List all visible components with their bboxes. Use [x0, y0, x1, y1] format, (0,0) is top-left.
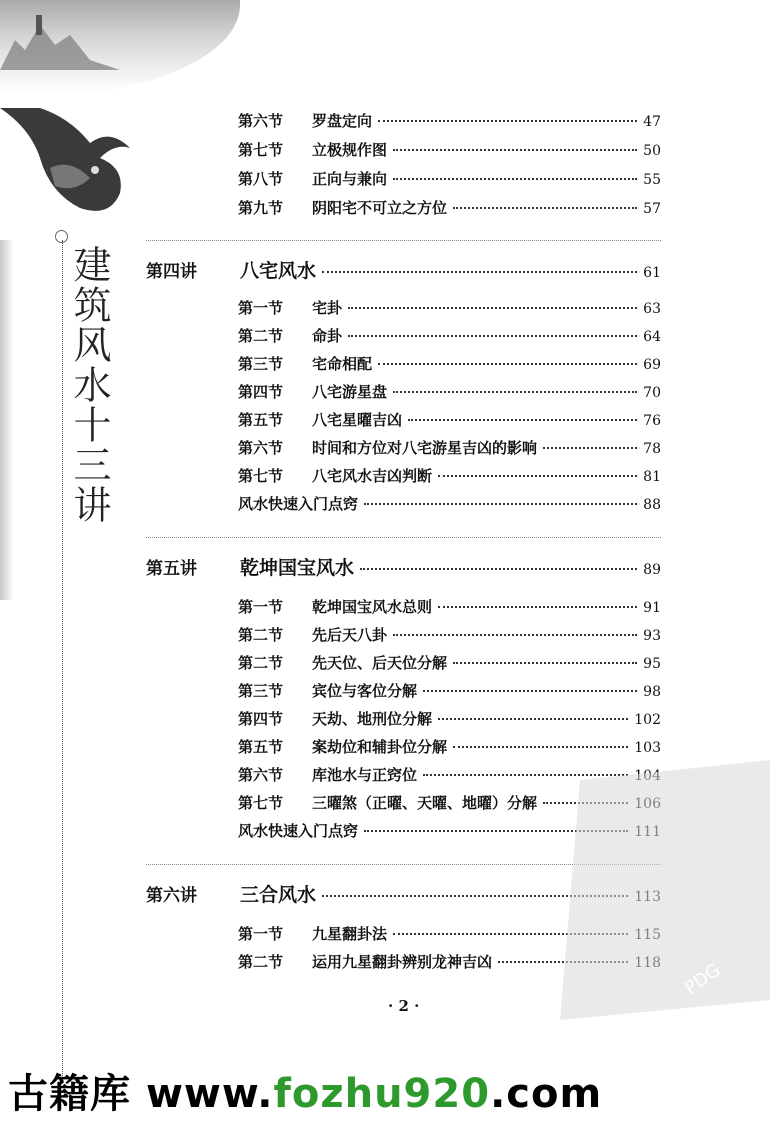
- book-title-vertical: 建筑风水十三讲: [67, 245, 111, 525]
- toc-entry-tips[interactable]: 风水快速入门点窍 88: [238, 495, 661, 513]
- footer-url-highlight[interactable]: fozhu920: [273, 1071, 491, 1117]
- toc-entry[interactable]: 第三节 宾位与客位分解 98: [238, 682, 661, 700]
- toc-entry[interactable]: 第一节 宅卦 63: [238, 299, 661, 317]
- toc-entry[interactable]: 第三节 宅命相配 69: [238, 355, 661, 373]
- dragon-head-icon: [0, 98, 135, 223]
- left-edge-shade: [0, 240, 14, 600]
- toc-entry[interactable]: 第二节 先天位、后天位分解 95: [238, 654, 661, 672]
- toc-entry[interactable]: 第二节 命卦 64: [238, 327, 661, 345]
- toc-entry[interactable]: 第八节 正向与兼向 55: [238, 170, 661, 188]
- footer-site-name: 古籍库: [8, 1071, 131, 1117]
- section-divider: [146, 537, 661, 538]
- seal-watermark: [540, 760, 775, 1020]
- toc-entry[interactable]: 第五节 八宅星曜吉凶 76: [238, 411, 661, 429]
- toc-entry[interactable]: 第四节 八宅游星盘 70: [238, 383, 661, 401]
- page-number: · 2 ·: [388, 997, 420, 1015]
- toc-entry[interactable]: 第五节 案劫位和辅卦位分解 103: [238, 738, 661, 756]
- toc-chapter[interactable]: 第五讲 乾坤国宝风水 89: [146, 557, 661, 579]
- toc-entry[interactable]: 第四节 天劫、地刑位分解 102: [238, 710, 661, 728]
- toc-entry[interactable]: 第二节 运用九星翻卦辨别龙神吉凶: [238, 951, 661, 971]
- toc-chapter[interactable]: 第六讲 三合风水: [146, 880, 661, 902]
- toc-entry[interactable]: 第七节 三曜煞（正曜、天曜、地曜）分解: [238, 792, 661, 812]
- site-footer: [8, 1062, 602, 1119]
- sidebar-dotted-line: [62, 240, 63, 1080]
- toc-entry[interactable]: 第七节 八宅风水吉凶判断 81: [238, 467, 661, 485]
- toc-entry[interactable]: 第六节 库池水与正窍位: [238, 764, 661, 784]
- toc-entry[interactable]: 第九节 阴阳宅不可立之方位 57: [238, 199, 661, 217]
- watermark-text: PDG: [680, 959, 725, 1000]
- footer-url-prefix[interactable]: www.: [145, 1071, 274, 1117]
- toc-entry[interactable]: 第七节 立极规作图 50: [238, 141, 661, 159]
- toc-entry[interactable]: 第一节 乾坤国宝风水总则 91: [238, 598, 661, 616]
- toc-entry[interactable]: 第一节 九星翻卦法: [238, 923, 661, 943]
- toc-entry[interactable]: 第六节 罗盘定向 47: [238, 112, 661, 130]
- toc-entry-tips[interactable]: 风水快速入门点窍: [238, 820, 661, 840]
- mountain-pagoda-icon: [0, 10, 120, 80]
- toc-chapter[interactable]: 第四讲 八宅风水 61: [146, 260, 661, 282]
- footer-url-suffix[interactable]: .com: [490, 1071, 603, 1117]
- section-divider: [146, 240, 661, 241]
- toc-entry[interactable]: 第六节 时间和方位对八宅游星吉凶的影响 78: [238, 439, 661, 457]
- toc-entry[interactable]: 第二节 先后天八卦 93: [238, 626, 661, 644]
